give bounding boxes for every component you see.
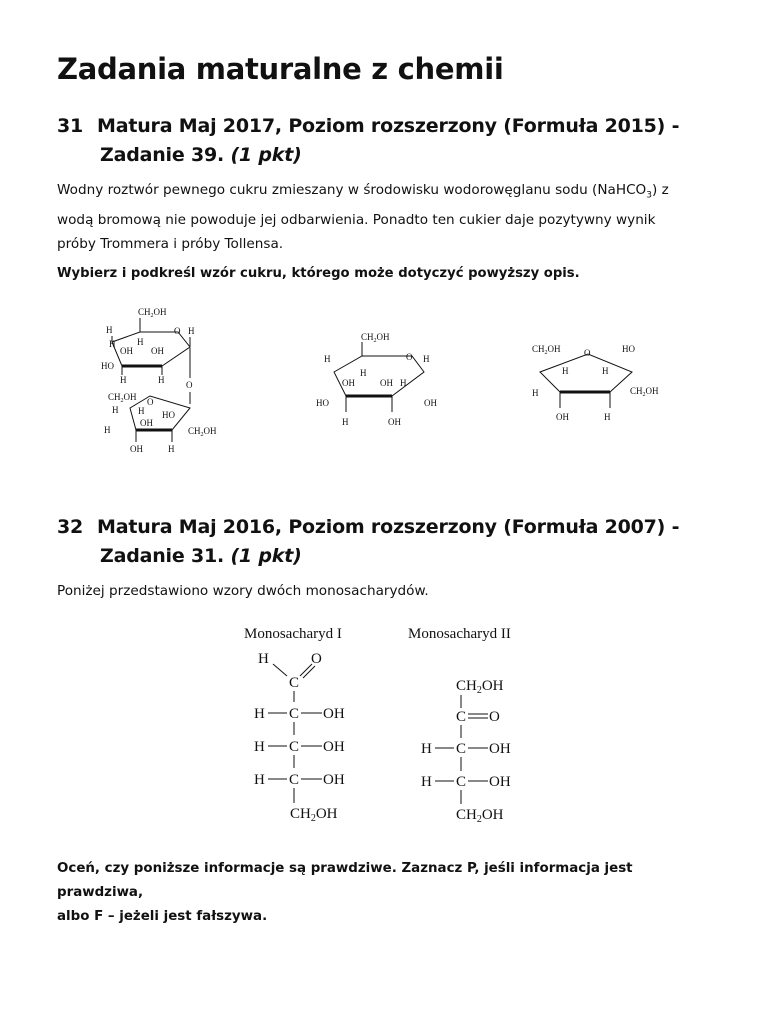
svg-text:OH: OH bbox=[140, 418, 153, 428]
svg-text:OH: OH bbox=[424, 398, 437, 408]
svg-text:H: H bbox=[360, 368, 367, 378]
task-32-instruction bbox=[57, 857, 717, 929]
svg-text:C: C bbox=[289, 772, 300, 788]
svg-text:OH: OH bbox=[388, 417, 401, 427]
svg-text:H: H bbox=[254, 739, 265, 755]
svg-text:H: H bbox=[254, 706, 265, 722]
monosaccharide-2-structure bbox=[408, 626, 511, 825]
svg-text:OH: OH bbox=[323, 739, 345, 755]
svg-text:H: H bbox=[158, 375, 165, 385]
svg-text:O: O bbox=[489, 709, 500, 725]
svg-text:O: O bbox=[584, 348, 591, 358]
svg-text:H: H bbox=[254, 772, 265, 788]
svg-text:H: H bbox=[112, 405, 119, 415]
svg-text:H: H bbox=[423, 354, 430, 364]
task-31-heading-line1: Matura Maj 2017, Poziom rozszerzony (Formuła 2015) - bbox=[97, 115, 680, 137]
svg-text:H: H bbox=[602, 366, 609, 376]
pyranose-structure bbox=[316, 332, 437, 427]
svg-text:H: H bbox=[604, 412, 611, 422]
task-31-number: 31 bbox=[57, 115, 84, 137]
svg-text:HO: HO bbox=[316, 398, 329, 408]
svg-text:C: C bbox=[456, 709, 467, 725]
svg-text:CH2OH: $CH_2OH$ bbox=[630, 386, 659, 398]
svg-text:H: H bbox=[532, 388, 539, 398]
task-31-description-line2: wodą bromową nie powoduje jej odbarwienia. Ponadto ten cukier daje pozytywny wynik bbox=[57, 211, 656, 228]
svg-text:OH: OH bbox=[380, 378, 393, 388]
svg-text:OH: OH bbox=[323, 772, 345, 788]
svg-text:OH: OH bbox=[323, 706, 345, 722]
furanose-structure bbox=[532, 344, 659, 422]
svg-text:OH: OH bbox=[342, 378, 355, 388]
svg-text:H: H bbox=[106, 325, 113, 335]
svg-text:C: C bbox=[289, 706, 300, 722]
svg-text:CH2OH: $CH_2OH$ bbox=[188, 426, 217, 438]
svg-text:H: H bbox=[421, 774, 432, 790]
svg-text:OH: OH bbox=[130, 444, 143, 454]
svg-text:CH2OH: $CH_2OH$ bbox=[108, 392, 137, 404]
task-32-description: Poniżej przedstawiono wzory dwóch monosacharydów. bbox=[57, 583, 429, 599]
monosaccharide-2-label: Monosacharyd II bbox=[408, 626, 511, 642]
task-31-description-subscript: 3 bbox=[646, 190, 652, 201]
svg-text:O: O bbox=[186, 380, 193, 390]
svg-text:OH: OH bbox=[489, 774, 511, 790]
svg-text:O: O bbox=[311, 651, 322, 667]
task-31-instruction: Wybierz i podkreśl wzór cukru, którego może dotyczyć powyższy opis. bbox=[57, 266, 580, 281]
svg-text:H: H bbox=[342, 417, 349, 427]
svg-text:O: O bbox=[406, 352, 413, 362]
svg-text:H: H bbox=[109, 339, 116, 349]
task-32-points: (1 pkt) bbox=[230, 545, 302, 567]
svg-text:C: C bbox=[456, 741, 467, 757]
svg-text:CH2OH: $CH_2OH$ bbox=[532, 344, 561, 356]
svg-text:C: C bbox=[289, 675, 300, 691]
page-title: Zadania maturalne z chemii bbox=[57, 52, 504, 86]
monosaccharide-1-label: Monosacharyd I bbox=[244, 626, 342, 642]
svg-text:OH: OH bbox=[151, 346, 164, 356]
svg-text:O: O bbox=[174, 326, 181, 336]
svg-text:CH2OH: $CH_2OH$ bbox=[290, 806, 338, 824]
task-31-heading-line2: Zadanie 39. bbox=[100, 144, 225, 166]
svg-text:O: O bbox=[147, 397, 154, 407]
task-31-structures bbox=[0, 300, 768, 470]
task-31-heading bbox=[57, 112, 679, 170]
task-32-heading bbox=[57, 513, 679, 571]
svg-text:CH2OH: $CH_2OH$ bbox=[456, 807, 504, 825]
task-32-structures bbox=[0, 620, 768, 840]
task-31-points: (1 pkt) bbox=[230, 144, 302, 166]
disaccharide-structure bbox=[101, 307, 217, 454]
svg-text:H: H bbox=[104, 425, 111, 435]
svg-text:H: H bbox=[421, 741, 432, 757]
svg-text:CH2OH: $CH_2OH$ bbox=[456, 678, 504, 696]
monosaccharide-1-structure bbox=[244, 626, 345, 824]
task-32-heading-line1: Matura Maj 2016, Poziom rozszerzony (Formuła 2007) - bbox=[97, 516, 680, 538]
task-32-instruction-line1: Oceń, czy poniższe informacje są prawdziwe. Zaznacz P, jeśli informacja jest prawdziwa, bbox=[57, 861, 633, 900]
task-31-description-part-b: ) z bbox=[652, 182, 669, 198]
task-32-instruction-line2: albo F – jeżeli jest fałszywa. bbox=[57, 909, 268, 924]
svg-text:HO: HO bbox=[162, 410, 175, 420]
task-32-number: 32 bbox=[57, 516, 84, 538]
svg-text:CH2OH: $CH_2OH$ bbox=[361, 332, 390, 344]
svg-text:C: C bbox=[456, 774, 467, 790]
task-31-description-line3: próby Trommera i próby Tollensa. bbox=[57, 235, 284, 252]
svg-text:HO: HO bbox=[101, 361, 114, 371]
svg-text:HO: HO bbox=[622, 344, 635, 354]
svg-text:C: C bbox=[289, 739, 300, 755]
task-32-heading-line2: Zadanie 31. bbox=[100, 545, 225, 567]
svg-text:H: H bbox=[400, 378, 407, 388]
svg-text:H: H bbox=[120, 375, 127, 385]
svg-text:OH: OH bbox=[120, 346, 133, 356]
svg-text:H: H bbox=[562, 366, 569, 376]
svg-text:CH2OH: $CH_2OH$ bbox=[138, 307, 167, 319]
svg-text:OH: OH bbox=[489, 741, 511, 757]
svg-text:H: H bbox=[138, 406, 145, 416]
svg-text:H: H bbox=[137, 337, 144, 347]
task-31-description bbox=[57, 178, 717, 256]
svg-text:H: H bbox=[258, 651, 269, 667]
task-31-description-part-a: Wodny roztwór pewnego cukru zmieszany w środowisku wodorowęglanu sodu (NaHCO bbox=[57, 182, 647, 198]
svg-text:H: H bbox=[168, 444, 175, 454]
svg-text:H: H bbox=[324, 354, 331, 364]
svg-text:H: H bbox=[188, 326, 195, 336]
svg-text:OH: OH bbox=[556, 412, 569, 422]
